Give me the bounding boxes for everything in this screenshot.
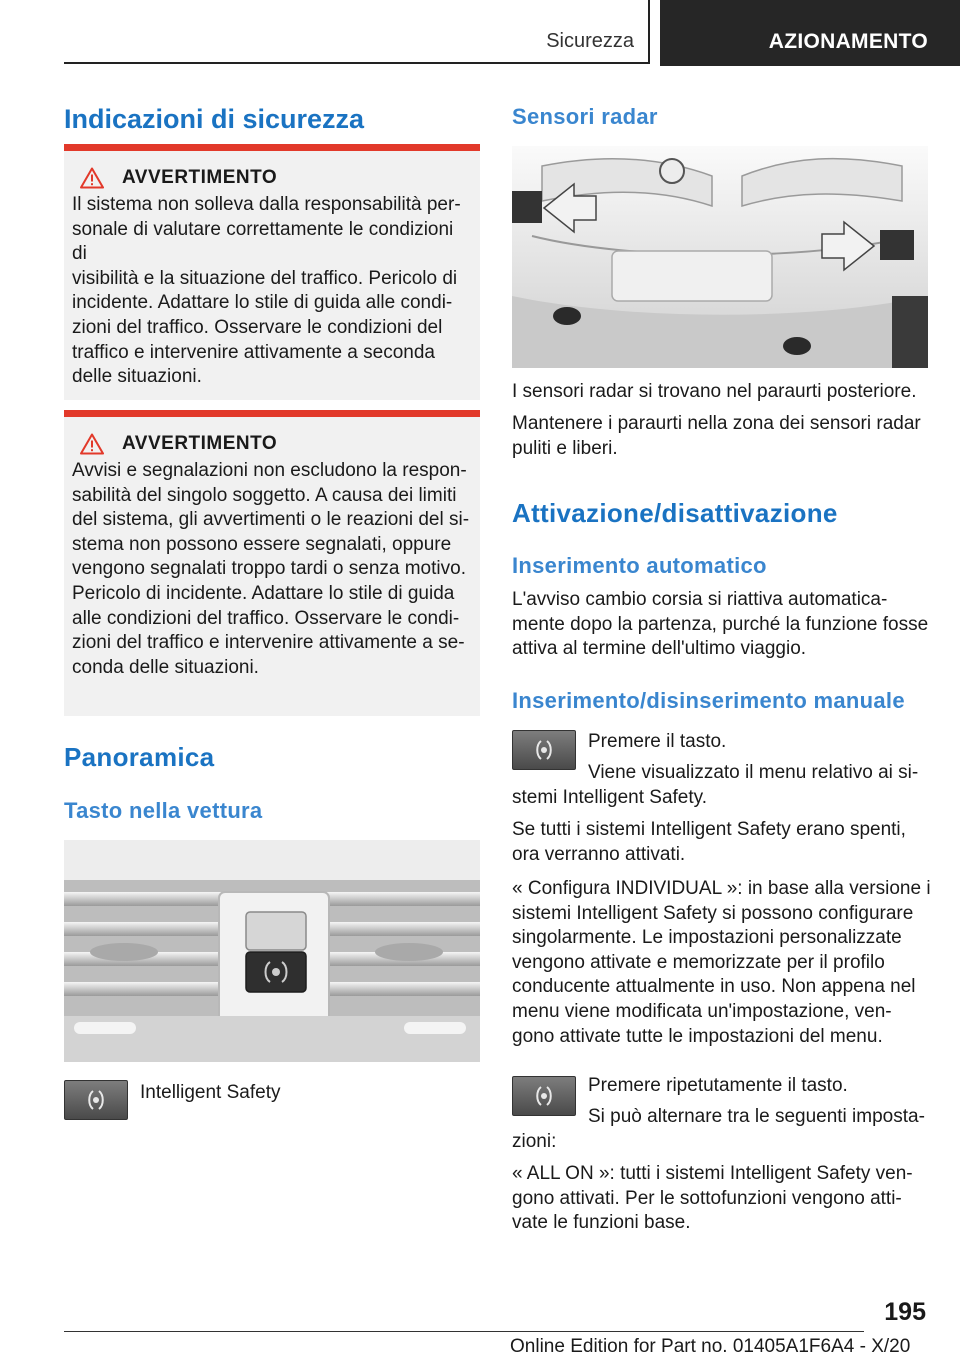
menu-text-line1: Viene visualizzato il menu relativo ai si- [588,762,919,783]
header-section-label: Sicurezza [546,30,634,52]
radar-location-text: I sensori radar si trovano nel paraurti posteriore. [512,381,917,402]
activation-heading: Attivazione/disattivazione [512,498,838,528]
header-section-tab [64,0,650,64]
individual-config-text: « Configura INDIVIDUAL »: in base alla versione i sistemi Intelligent Safety si possono configurare singolarmente. Le impostazioni personalizzate vengono attivate e memorizzate per il profilo conducente attualmente in uso. Non appena nel menu viene modificata un'impostazione, ven- gono attivate tutte le impostazioni del menu. [512,878,931,1047]
button-location-heading: Tasto nella vettura [64,798,263,823]
intelligent-safety-icon [533,1083,555,1109]
dashboard-vent-illustration [64,840,480,1062]
warning-title-2: AVVERTIMENTO [122,433,278,454]
rear-bumper-photo [512,146,928,368]
manual-heading: Inserimento/disinserimento manuale [512,688,905,713]
overview-heading: Panoramica [64,742,215,772]
warning-triangle-icon [80,167,104,189]
press-once-text: Premere il tasto. [588,731,727,752]
intelligent-safety-button[interactable] [64,1080,128,1120]
alternate-text-line1: Si può alternare tra le seguenti imposta- [588,1106,925,1127]
intelligent-safety-icon [533,737,555,763]
warning-box-2 [64,410,480,716]
auto-heading: Inserimento automatico [512,553,767,578]
press-repeat-text: Premere ripetutamente il tasto. [588,1075,848,1096]
menu-text-line2: stemi Intelligent Safety. [512,787,708,808]
header-chapter-label: AZIONAMENTO [768,30,928,53]
safety-heading: Indicazioni di sicurezza [64,104,365,134]
dashboard-button-photo [64,840,480,1062]
warning-text-1: Il sistema non solleva dalla responsabilità per- sonale di valutare correttamente le condizioni di visibilità e la situazione del traffico. Pericolo di incidente. Adattare lo stile di guida alle condi- zioni del traffico. Osservare le condizioni del traffico e intervenire attivamente a seconda delle situazioni. [72,194,461,388]
warning-title-1: AVVERTIMENTO [122,167,278,188]
intelligent-safety-icon [85,1087,107,1113]
intelligent-safety-caption: Intelligent Safety [140,1082,281,1103]
warning-triangle-icon [80,433,104,455]
alternate-text-line2: zioni: [512,1131,557,1152]
rear-bumper-illustration [512,146,928,368]
footer-edition: Online Edition for Part no. 01405A1F6A4 - X/20 [510,1336,911,1357]
intelligent-safety-button[interactable] [512,1076,576,1116]
all-on-text: « ALL ON »: tutti i sistemi Intelligent Safety ven- gono attivati. Per le sottofunzioni vengono atti- vate le funzioni base. [512,1163,913,1234]
radar-heading: Sensori radar [512,104,658,129]
warning-text-2: Avvisi e segnalazioni non escludono la respon- sabilità del singolo soggetto. A causa dei limiti del sistema, gli avvertimenti o le reazioni del si- stema non possono essere segnalati, oppure vengono segnalati troppo tardi o senza motivo. Pericolo di incidente. Adattare lo stile di guida alle condizioni del traffico. Osservare le condi- zioni del traffico e intervenire attivamente a se- conda delle situazioni. [72,460,470,678]
footer-divider [64,1331,864,1332]
page-number: 195 [884,1298,926,1326]
auto-text: L'avviso cambio corsia si riattiva automatica- mente dopo la partenza, purché la funzione fosse attiva al termine dell'ultimo viaggio. [512,589,929,660]
header-chapter-tab [660,0,960,66]
intelligent-safety-button[interactable] [512,730,576,770]
activate-off-text: Se tutti i sistemi Intelligent Safety erano spenti, ora verranno attivati. [512,819,906,865]
warning-box-1 [64,144,480,400]
radar-care-text: Mantenere i paraurti nella zona dei sensori radar puliti e liberi. [512,413,921,459]
